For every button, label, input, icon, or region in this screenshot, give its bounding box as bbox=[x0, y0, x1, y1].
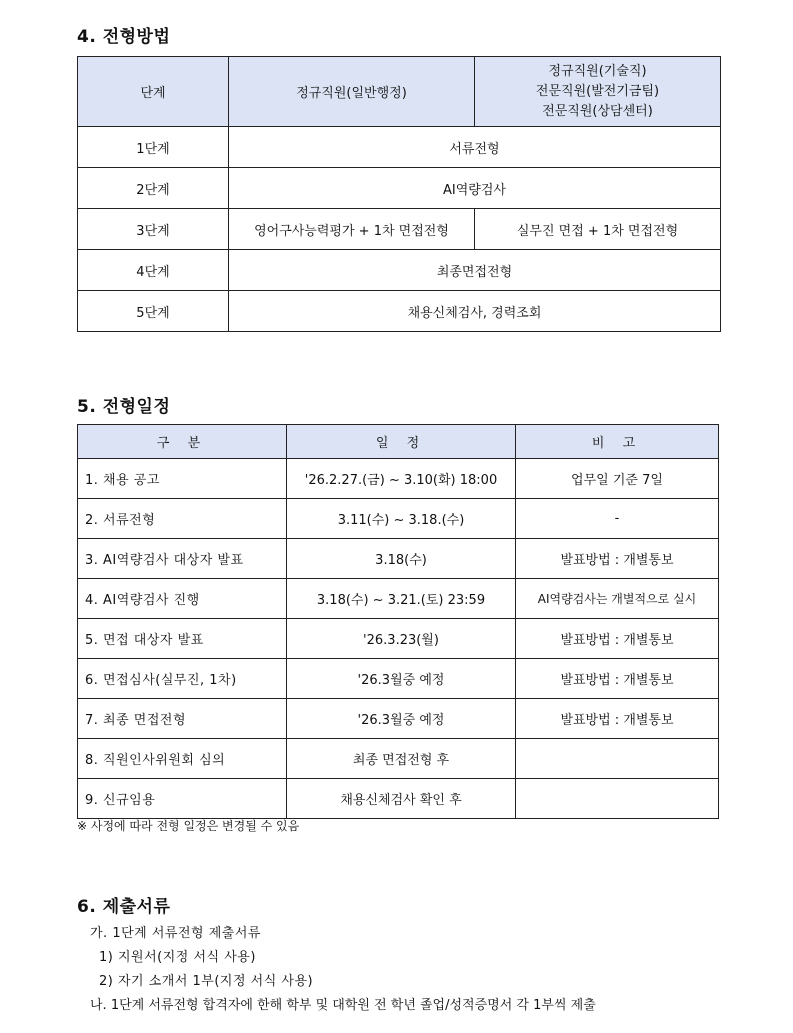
header-category: 구 분 bbox=[78, 425, 287, 459]
category-cell: 9. 신규임용 bbox=[78, 779, 287, 819]
category-cell: 2. 서류전형 bbox=[78, 499, 287, 539]
stage-cell: 1단계 bbox=[78, 127, 229, 168]
document-item: 2) 자기 소개서 1부(지정 서식 사용) bbox=[99, 974, 314, 989]
table-row bbox=[78, 127, 721, 168]
header-other-staff bbox=[475, 57, 721, 127]
document-item: 가. 1단계 서류전형 제출서류 bbox=[90, 926, 261, 941]
header-other-line-1: 정규직원(기술직) bbox=[548, 63, 647, 79]
schedule-cell: 최종 면접전형 후 bbox=[287, 739, 516, 779]
schedule-cell: 3.18(수) bbox=[287, 539, 516, 579]
category-cell: 7. 최종 면접전형 bbox=[78, 699, 287, 739]
method-cell: AI역량검사 bbox=[229, 168, 721, 209]
category-cell: 6. 면접심사(실무진, 1차) bbox=[78, 659, 287, 699]
table-row bbox=[78, 539, 719, 579]
schedule-cell: '26.3.23(월) bbox=[287, 619, 516, 659]
header-stage: 단계 bbox=[78, 57, 229, 127]
schedule-cell: '26.3월중 예정 bbox=[287, 659, 516, 699]
schedule-table bbox=[77, 424, 719, 819]
category-cell: 8. 직원인사위원회 심의 bbox=[78, 739, 287, 779]
schedule-cell: 3.11(수) ~ 3.18.(수) bbox=[287, 499, 516, 539]
method-cell: 서류전형 bbox=[229, 127, 721, 168]
category-cell: 4. AI역량검사 진행 bbox=[78, 579, 287, 619]
remarks-cell: 발표방법 : 개별통보 bbox=[516, 619, 719, 659]
category-cell: 5. 면접 대상자 발표 bbox=[78, 619, 287, 659]
header-remarks: 비 고 bbox=[516, 425, 719, 459]
method-cell-other: 실무진 면접 + 1차 면접전형 bbox=[475, 209, 721, 250]
table-row bbox=[78, 168, 721, 209]
table-row bbox=[78, 499, 719, 539]
remarks-cell bbox=[516, 739, 719, 779]
method-cell: 채용신체검사, 경력조회 bbox=[229, 291, 721, 332]
table-header-row bbox=[78, 425, 719, 459]
table-row bbox=[78, 291, 721, 332]
section-6-heading: 6. 제출서류 bbox=[77, 897, 171, 917]
remarks-cell: 발표방법 : 개별통보 bbox=[516, 699, 719, 739]
schedule-note: ※ 사정에 따라 전형 일정은 변경될 수 있음 bbox=[77, 819, 300, 833]
schedule-cell: '26.2.27.(금) ~ 3.10(화) 18:00 bbox=[287, 459, 516, 499]
category-cell: 1. 채용 공고 bbox=[78, 459, 287, 499]
table-row bbox=[78, 779, 719, 819]
category-cell: 3. AI역량검사 대상자 발표 bbox=[78, 539, 287, 579]
remarks-cell bbox=[516, 779, 719, 819]
header-schedule: 일 정 bbox=[287, 425, 516, 459]
remarks-cell: 발표방법 : 개별통보 bbox=[516, 659, 719, 699]
remarks-cell: 업무일 기준 7일 bbox=[516, 459, 719, 499]
document-item: 나. 1단계 서류전형 합격자에 한해 학부 및 대학원 전 학년 졸업/성적증명서 각 1부씩 제출 bbox=[90, 998, 596, 1013]
section-5-heading: 5. 전형일정 bbox=[77, 397, 171, 417]
schedule-cell: '26.3월중 예정 bbox=[287, 699, 516, 739]
header-general-staff: 정규직원(일반행정) bbox=[229, 57, 475, 127]
table-row bbox=[78, 699, 719, 739]
table-row bbox=[78, 739, 719, 779]
stage-cell: 4단계 bbox=[78, 250, 229, 291]
table-row bbox=[78, 209, 721, 250]
table-row bbox=[78, 250, 721, 291]
selection-method-table bbox=[77, 56, 721, 332]
remarks-cell: 발표방법 : 개별통보 bbox=[516, 539, 719, 579]
stage-cell: 2단계 bbox=[78, 168, 229, 209]
header-other-line-3: 전문직원(상담센터) bbox=[542, 103, 653, 119]
table-row bbox=[78, 659, 719, 699]
schedule-cell: 3.18(수) ~ 3.21.(토) 23:59 bbox=[287, 579, 516, 619]
document-item: 1) 지원서(지정 서식 사용) bbox=[99, 950, 256, 965]
table-row bbox=[78, 579, 719, 619]
method-cell-general: 영어구사능력평가 + 1차 면접전형 bbox=[229, 209, 475, 250]
table-header-row bbox=[78, 57, 721, 127]
method-cell: 최종면접전형 bbox=[229, 250, 721, 291]
table-row bbox=[78, 619, 719, 659]
stage-cell: 3단계 bbox=[78, 209, 229, 250]
table-row bbox=[78, 459, 719, 499]
stage-cell: 5단계 bbox=[78, 291, 229, 332]
section-4-heading: 4. 전형방법 bbox=[77, 27, 171, 47]
remarks-cell: - bbox=[516, 499, 719, 539]
schedule-cell: 채용신체검사 확인 후 bbox=[287, 779, 516, 819]
remarks-cell: AI역량검사는 개별적으로 실시 bbox=[516, 579, 719, 619]
header-other-line-2: 전문직원(발전기금팀) bbox=[535, 83, 660, 99]
